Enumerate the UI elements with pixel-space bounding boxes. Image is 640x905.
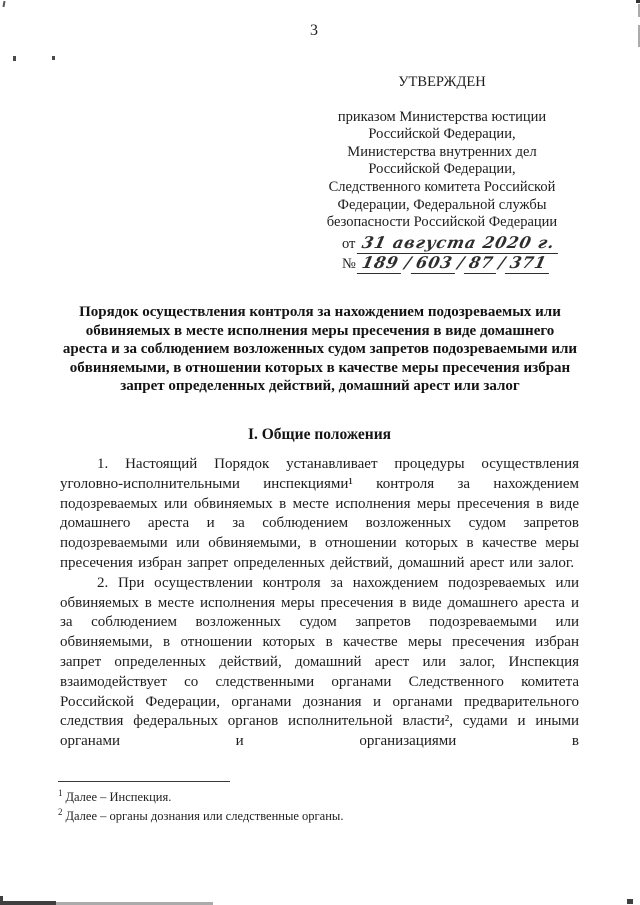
- handwritten-number-segment: 371: [505, 254, 554, 274]
- approval-block: [296, 74, 588, 272]
- number-prefix: №: [342, 255, 356, 272]
- number-separator: /: [497, 252, 509, 272]
- scan-bar-bottom-dark: [0, 901, 56, 905]
- page-number: 3: [310, 22, 318, 39]
- handwritten-number-segment: 87: [464, 254, 500, 274]
- scan-speck-left-1: [13, 56, 16, 61]
- handwritten-number-segment: 603: [411, 254, 460, 274]
- footnote-1-text: Далее – Инспекция.: [65, 790, 172, 805]
- handwritten-number-segment: 189: [357, 254, 406, 274]
- scan-mark-bottom-right: [627, 899, 633, 904]
- footnote-separator-line: [58, 781, 230, 782]
- approval-spacer: [296, 92, 588, 109]
- approval-issuer-line: безопасности Российской Федерации: [326, 214, 558, 231]
- scan-speck-left-2: [52, 56, 55, 60]
- handwritten-date: 31 августа 2020 г.: [357, 234, 562, 254]
- date-prefix: от: [342, 235, 356, 252]
- approval-issuer-line: Российской Федерации,: [368, 126, 516, 143]
- number-separator: /: [456, 252, 468, 272]
- approval-date-row: [296, 234, 588, 252]
- paragraph-1: 1. Настоящий Порядок устанавливает процедуры осуществления уголовно-исполнительными инспекциями¹ контроля за нахождением подозреваемых или обвиняемых в месте исполнения меры пресечения в виде домашнего ареста и за соблюдением возложенных судом запретов подозреваемыми или обвиняемыми, в отношении которых в качестве меры пресечения избран запрет определенных действий, домашний арест или залог.: [60, 456, 579, 571]
- approval-issuer-line: приказом Министерства юстиции: [337, 108, 547, 125]
- approval-issuer-line: Следственного комитета Российской: [328, 178, 556, 195]
- footnote-1-marker: 1: [58, 788, 63, 798]
- footnote-2: [58, 805, 580, 824]
- approval-number-row: [296, 254, 588, 272]
- approved-label: УТВЕРЖДЕН: [398, 74, 486, 90]
- footnotes-block: [58, 786, 580, 824]
- footnote-1: [58, 786, 580, 805]
- paragraph-2: 2. При осуществлении контроля за нахождением подозреваемых или обвиняемых в месте исполнения меры пресечения в виде домашнего ареста и за соблюдением возложенных судом запретов подозреваемыми или обвиняемыми, в отношении которых в качестве меры пресечения избран запрет определенных действий, домашний арест или залог, Инспекция взаимодействует со следственными органами Следственного комитета Российской Федерации, органами дознания и органами предварительного следствия федеральных органов исполнительной власти², судами и иными органами и организациями в: [60, 574, 579, 750]
- approval-issuer-line: Федерации, Федеральной службы: [337, 196, 547, 213]
- footnote-2-marker: 2: [58, 806, 63, 817]
- document-title: Порядок осуществления контроля за нахождением подозреваемых или обвиняемых в месте исполнения меры пресечения в виде домашнего ареста и за соблюдением возложенных судом запретов подозреваемыми или обвиняемыми, в отношении которых в качестве меры пресечения избран запрет определенных действий, домашний арест или залог: [62, 304, 578, 395]
- number-separator: /: [402, 252, 414, 272]
- approval-issuer-line: Российской Федерации,: [368, 161, 516, 178]
- scan-speck-top-left: [2, 1, 5, 7]
- approval-issuer-line: Министерства внутренних дел: [347, 143, 537, 160]
- footnote-2-text: Далее – органы дознания или следственные органы.: [65, 808, 344, 823]
- section-heading: I. Общие положения: [247, 426, 392, 443]
- scan-tick-top-right: [636, 0, 640, 3]
- document-body: [60, 455, 579, 752]
